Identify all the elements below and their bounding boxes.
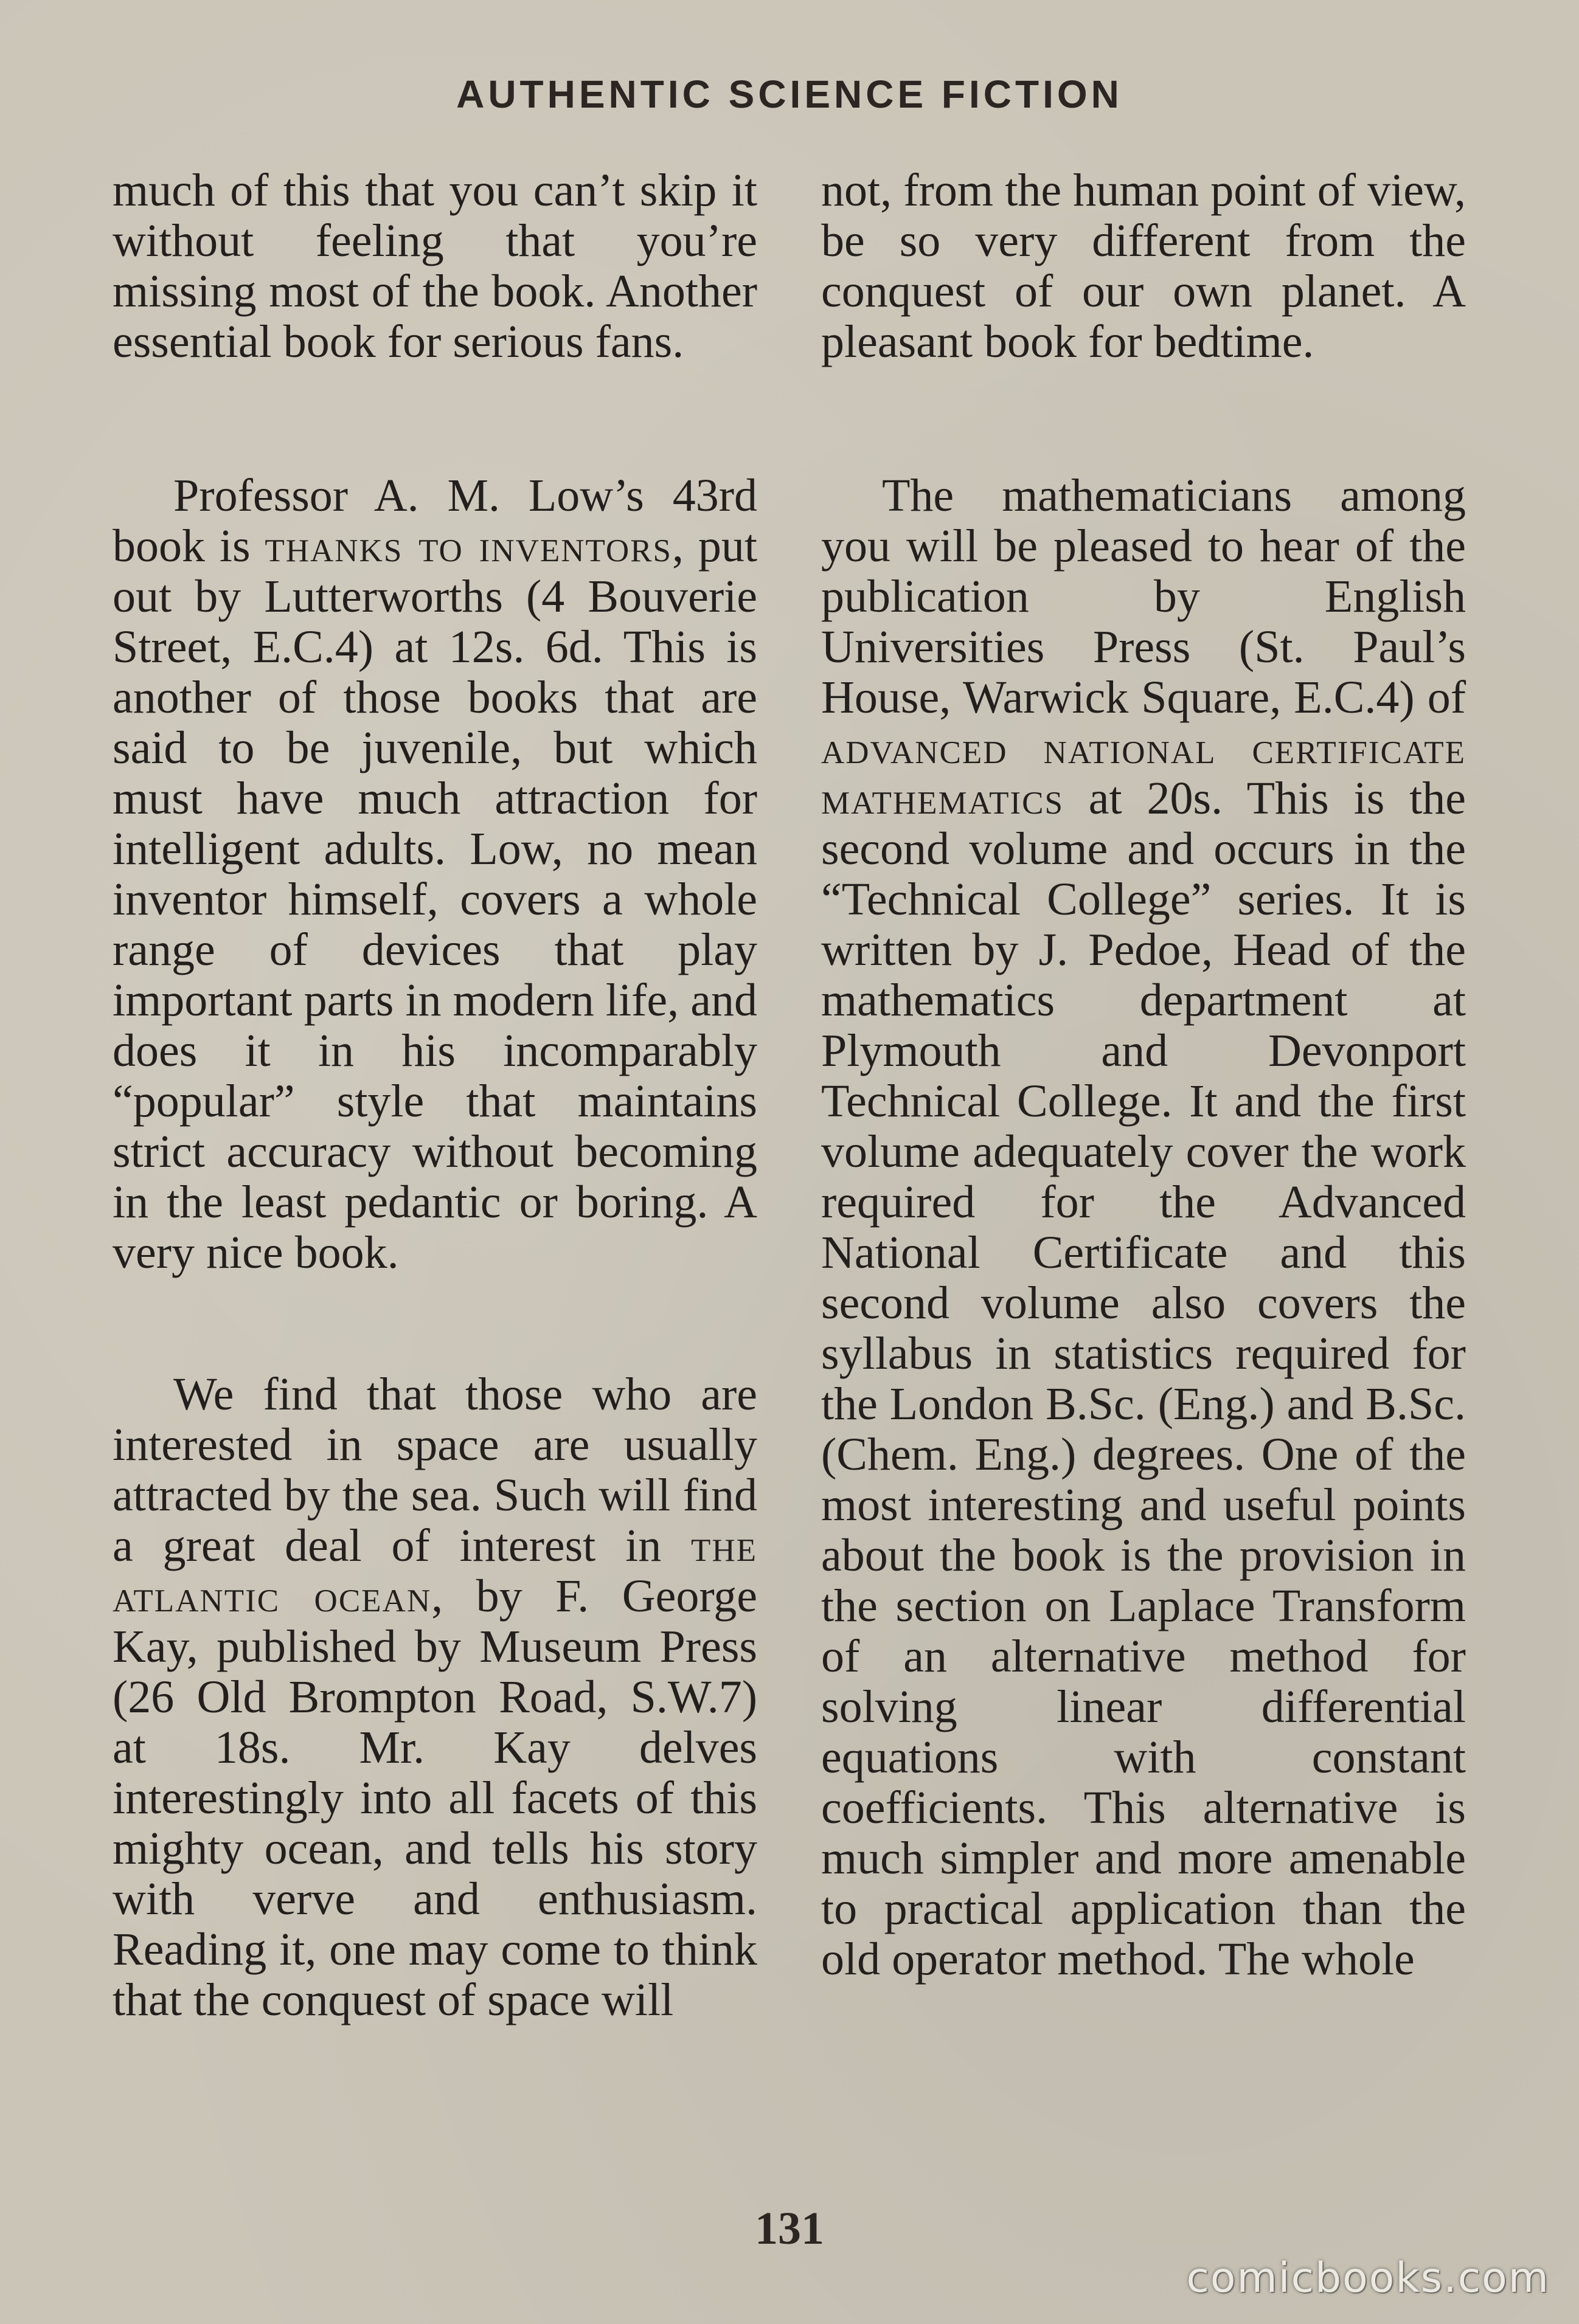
book-title-advanced-national-certificate-mathematics: advanced national certificate mathematics [821, 722, 1466, 824]
page-number: 131 [755, 2203, 824, 2254]
paragraph-text: Professor A. M. Low’s 43rd book is [113, 470, 757, 572]
paragraph-gap [821, 367, 1466, 471]
left-paragraph-2 [113, 471, 757, 1278]
paragraph-gap [113, 1278, 757, 1369]
left-paragraph-1: much of this that you can’t skip it without feeling that you’re missing most of the book. Another essential book for serious fans. [113, 165, 757, 367]
left-column [113, 165, 757, 2025]
book-title-the-atlantic-ocean: the atlantic ocean [113, 1520, 757, 1622]
paragraph-text: The mathematicians among you will be pleased to hear of the publication by English Universities Press (St. Paul’s House, Warwick Square, E.C.4) of [821, 470, 1466, 723]
left-paragraph-3 [113, 1369, 757, 2025]
right-column [821, 165, 1466, 1985]
paragraph-text: , by F. George Kay, published by Museum Press (26 Old Brompton Road, S.W.7) at 18s. Mr. Kay delves interestingly into all facets of this mighty ocean, and tells his story with verve and enthusiasm. Reading it, one may come to think that the conquest of space will [113, 1571, 758, 2025]
right-paragraph-2 [821, 471, 1466, 1985]
book-title-thanks-to-inventors: thanks to inventors [265, 520, 673, 572]
paragraph-text: We find that those who are interested in space are usually attracted by the sea. Such will find a great deal of interest in [113, 1369, 757, 1571]
paragraph-text: at 20s. This is the second volume and occurs in the “Technical College” series. It is written by J. Pedoe, Head of the mathematics department at Plymouth and Devonport Technical College. It and the first volume adequately cover the work required for the Advanced National Certificate and this second volume also covers the syllabus in statistics required for the London B.Sc. (Eng.) and B.Sc. (Chem. Eng.) degrees. One of the most interesting and useful points about the book is the provision in the section on Laplace Transform of an alternative method for solving linear differential equations with constant coefficients. This alternative is much simpler and more amenable to practical application than the old operator method. The whole [821, 773, 1466, 1985]
running-head-title: AUTHENTIC SCIENCE FICTION [456, 72, 1123, 116]
right-paragraph-1: not, from the human point of view, be so very different from the conquest of our own planet. A pleasant book for bedtime. [821, 165, 1466, 367]
paragraph-text: , put out by Lutterworths (4 Bouverie Street, E.C.4) at 12s. 6d. This is another of those books that are said to be juvenile, but which must have much attraction for intelligent adults. Low, no mean inventor himself, covers a whole range of devices that play important parts in modern life, and does it in his incomparably “popular” style that maintains strict accuracy without becoming in the least pedantic or boring. A very nice book. [113, 520, 757, 1278]
paragraph-gap [113, 367, 757, 471]
watermark-logo: comicbooks.com [1186, 2254, 1550, 2302]
